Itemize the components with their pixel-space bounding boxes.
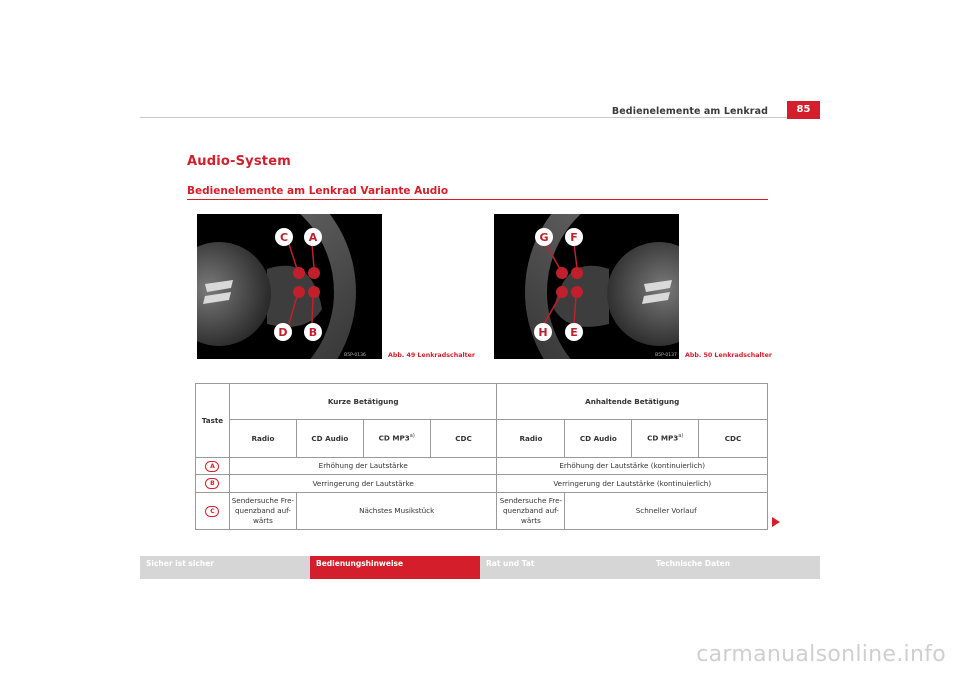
col-cd-mp3 — [363, 420, 430, 458]
header-rule — [140, 117, 820, 118]
figure-code-50: B5P-0137 — [655, 353, 677, 358]
short-press-radio-cell: Sendersuche Fre-quenzband auf-wärts — [229, 493, 296, 530]
col-radio: Radio — [229, 420, 296, 458]
figure-caption-49: Abb. 49 Lenkradschalter — [388, 352, 476, 359]
long-press-header: Anhaltende Betätigung — [497, 384, 768, 420]
callout-d: D — [278, 326, 288, 339]
steering-wheel-illustration-50 — [494, 214, 679, 359]
footer-tab-rat-und-tat[interactable]: Rat und Tat — [480, 556, 650, 579]
table-row — [196, 458, 768, 475]
callout-c: C — [279, 231, 289, 244]
col-cdc-long: CDC — [699, 420, 768, 458]
short-press-cell: Erhöhung der Lautstärke — [229, 458, 497, 475]
section-title: Audio-System — [187, 154, 291, 169]
col-cd-mp3-label: CD MP3 — [378, 433, 410, 443]
steering-wheel-figure-49 — [197, 214, 382, 359]
watermark: carmanualsonline.info — [696, 642, 946, 667]
figure-caption-50: Abb. 50 Lenkradschalter — [685, 352, 773, 359]
footer-tab-technische-daten[interactable]: Technische Daten — [650, 556, 820, 579]
steering-wheel-figure-50 — [494, 214, 679, 359]
footnote-marker: a) — [409, 433, 415, 440]
key-badge-c: C — [205, 506, 219, 517]
callout-g: G — [539, 231, 549, 244]
page-number: 85 — [787, 101, 820, 119]
callout-b: B — [308, 326, 318, 339]
callout-h: H — [538, 326, 548, 339]
short-press-other-cell: Nächstes Musikstück — [296, 493, 497, 530]
callout-f: F — [570, 231, 578, 244]
callout-e: E — [570, 326, 578, 339]
col-radio-long: Radio — [497, 420, 565, 458]
table-row — [196, 475, 768, 493]
taste-header — [196, 384, 230, 458]
key-badge-a: A — [205, 461, 219, 472]
long-press-cell: Erhöhung der Lautstärke (kontinuierlich) — [497, 458, 768, 475]
long-press-radio-cell: Sendersuche Fre-quenzband auf-wärts — [497, 493, 565, 530]
short-press-cell: Verringerung der Lautstärke — [229, 475, 497, 493]
callout-a: A — [308, 231, 318, 244]
running-title: Bedienelemente am Lenkrad — [611, 106, 768, 117]
steering-controls-table — [195, 383, 768, 530]
steering-wheel-illustration-49 — [197, 214, 382, 359]
table-row — [196, 493, 768, 530]
col-cd-mp3-long-label: CD MP3 — [647, 433, 679, 443]
subsection-rule — [187, 199, 768, 200]
footer-tab-sicher[interactable]: Sicher ist sicher — [140, 556, 310, 579]
col-cd-audio: CD Audio — [296, 420, 363, 458]
long-press-other-cell: Schneller Vorlauf — [565, 493, 768, 530]
key-badge-b: B — [205, 478, 219, 489]
continue-arrow-icon[interactable] — [772, 517, 780, 527]
subsection-title: Bedienelemente am Lenkrad Variante Audio — [187, 185, 449, 197]
long-press-cell: Verringerung der Lautstärke (kontinuierlich) — [497, 475, 768, 493]
footnote-marker: a) — [678, 433, 684, 440]
short-press-header: Kurze Betätigung — [229, 384, 497, 420]
figure-code-49: B5P-0136 — [344, 353, 366, 358]
col-cdc: CDC — [430, 420, 497, 458]
key-cell — [196, 475, 230, 493]
key-cell — [196, 458, 230, 475]
footer-tab-bedienungshinweise[interactable]: Bedienungshinweise — [310, 556, 480, 579]
col-cd-mp3-long — [632, 420, 699, 458]
key-cell — [196, 493, 230, 530]
col-cd-audio-long: CD Audio — [565, 420, 632, 458]
taste-label: Taste — [201, 415, 224, 425]
